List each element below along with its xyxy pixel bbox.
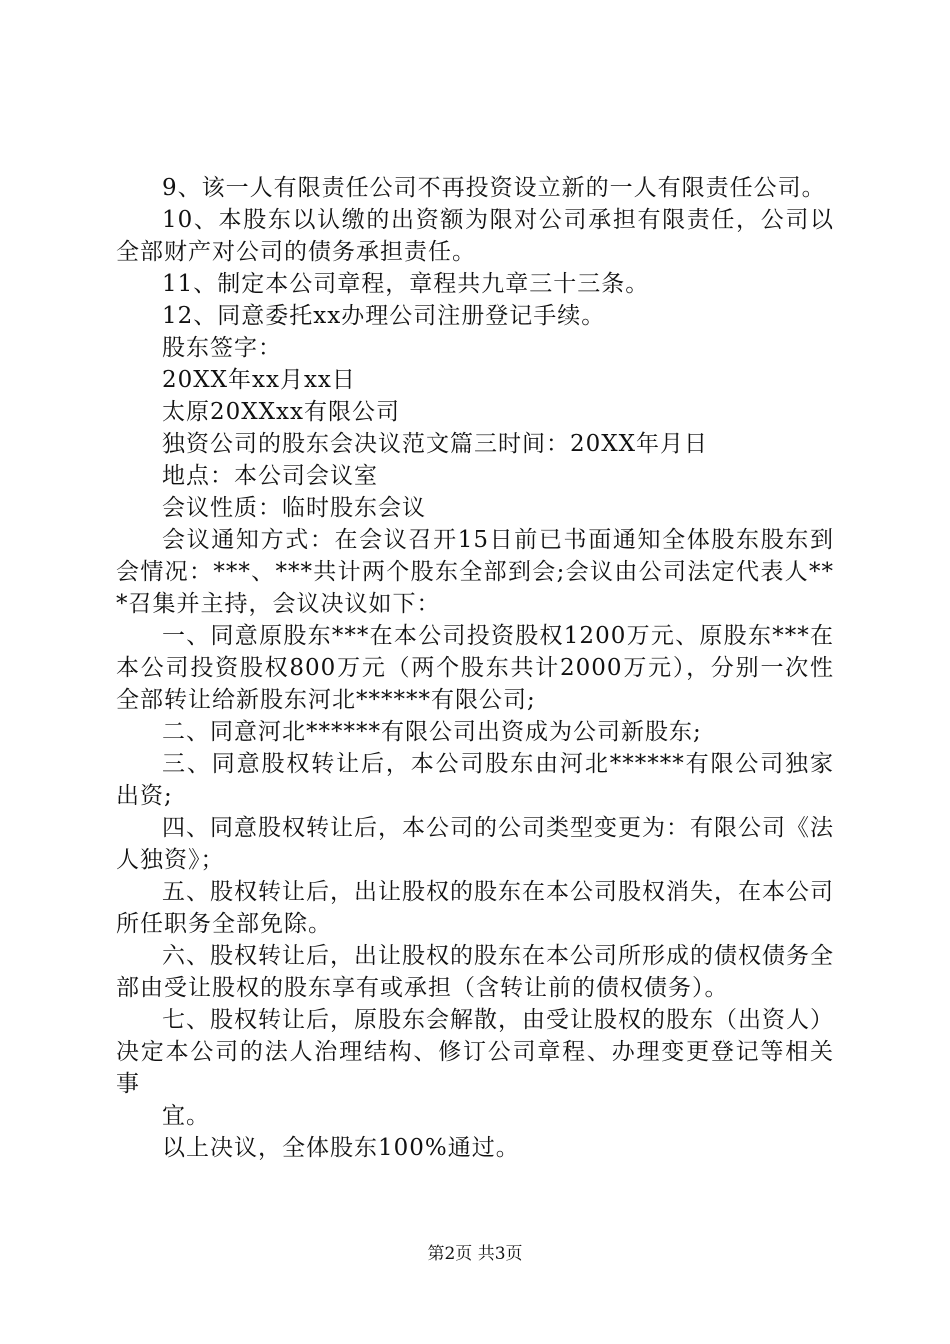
paragraph: 六、股权转让后，出让股权的股东在本公司所形成的债权债务全部由受让股权的股东享有或承担（含转让前的债权债务）。 [116, 943, 834, 1001]
paragraph: 四、同意股权转让后，本公司的公司类型变更为：有限公司《法人独资》； [116, 815, 834, 873]
paragraph: 独资公司的股东会决议范文篇三时间：20XX年月日 [162, 431, 709, 457]
page-number: 第2页 共3页 [427, 1244, 523, 1264]
paragraph: 一、同意原股东***在本公司投资股权1200万元、原股东***在本公司投资股权800万元（两个股东共计2000万元），分别一次性全部转让给新股东河北******有限公司; [116, 623, 834, 713]
paragraph: 20XX年xx月xx日 [162, 367, 356, 393]
paragraph: 会议通知方式：在会议召开15日前已书面通知全体股东股东到会情况：***、***共计两个股东全部到会;会议由公司法定代表人***召集并主持，会议决议如下： [116, 527, 834, 617]
page-footer [0, 1243, 950, 1265]
paragraph: 会议性质：临时股东会议 [162, 495, 426, 521]
paragraph: 11、制定本公司章程，章程共九章三十三条。 [162, 271, 650, 297]
paragraph: 七、股权转让后，原股东会解散，由受让股权的股东（出资人）决定本公司的法人治理结构、修订公司章程、办理变更登记等相关事 [116, 1007, 834, 1097]
paragraph: 12、同意委托xx办理公司注册登记手续。 [162, 303, 606, 329]
document-body [116, 172, 834, 1164]
paragraph: 9、该一人有限责任公司不再投资设立新的一人有限责任公司。 [162, 175, 826, 201]
paragraph: 以上决议，全体股东100%通过。 [162, 1135, 520, 1161]
paragraph: 股东签字： [162, 335, 282, 361]
paragraph: 二、同意河北******有限公司出资成为公司新股东; [162, 719, 702, 745]
paragraph: 五、股权转让后，出让股权的股东在本公司股权消失，在本公司所任职务全部免除。 [116, 879, 834, 937]
paragraph: 10、本股东以认缴的出资额为限对公司承担有限责任，公司以全部财产对公司的债务承担责任。 [116, 207, 834, 265]
paragraph: 三、同意股权转让后，本公司股东由河北******有限公司独家出资; [116, 751, 834, 809]
paragraph: 地点：本公司会议室 [162, 463, 378, 489]
paragraph: 太原20XXxx有限公司 [162, 399, 400, 425]
paragraph: 宜。 [162, 1103, 210, 1129]
